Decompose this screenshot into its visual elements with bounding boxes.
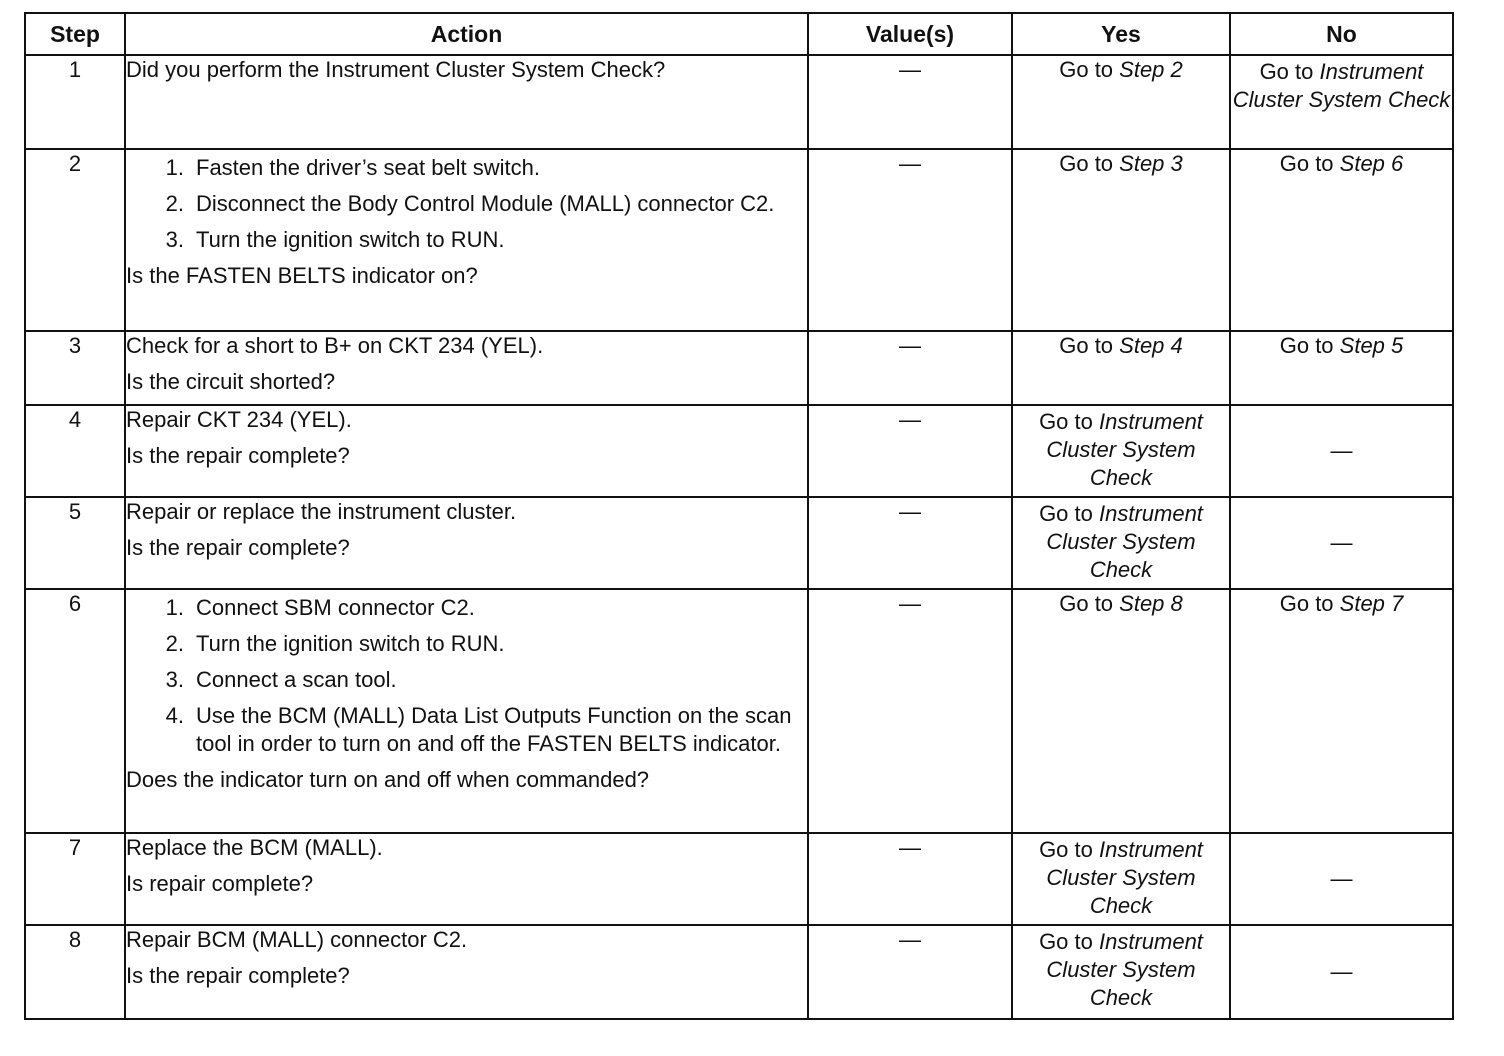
list-item	[126, 226, 807, 254]
step-number: 4	[25, 405, 125, 497]
yes-cell	[1012, 405, 1230, 497]
step-number: 7	[25, 833, 125, 925]
action-cell	[125, 497, 808, 589]
diagnostic-table	[24, 12, 1454, 1020]
action-question: Is the FASTEN BELTS indicator on?	[126, 263, 478, 288]
action-line: Did you perform the Instrument Cluster System Check?	[126, 57, 666, 82]
no-cell	[1230, 497, 1453, 589]
goto-target: Instrument Cluster System Check	[1046, 409, 1203, 490]
action-line: Is the repair complete?	[126, 443, 350, 468]
table-row	[25, 497, 1453, 589]
yes-cell	[1012, 925, 1230, 1019]
list-item	[126, 702, 807, 758]
value-cell: —	[808, 925, 1012, 1019]
no-cell	[1230, 331, 1453, 405]
dash-mark: —	[1330, 530, 1353, 555]
list-item-number: 4.	[165, 703, 184, 728]
list-item-text: Disconnect the Body Control Module (MALL) connector C2.	[196, 191, 775, 216]
no-cell	[1230, 833, 1453, 925]
table-row	[25, 925, 1453, 1019]
goto-prefix: Go to	[1039, 409, 1099, 434]
action-cell	[125, 55, 808, 149]
goto-prefix: Go to	[1059, 57, 1120, 82]
action-question: Does the indicator turn on and off when commanded?	[126, 767, 650, 792]
goto-prefix: Go to	[1259, 59, 1320, 84]
goto-target: Step 4	[1119, 333, 1183, 358]
list-item	[126, 154, 807, 182]
no-cell	[1230, 589, 1453, 833]
goto-target: Instrument Cluster System Check	[1046, 837, 1203, 918]
no-cell	[1230, 149, 1453, 331]
action-line: Is the repair complete?	[126, 535, 350, 560]
value-cell: —	[808, 833, 1012, 925]
list-item-number: 3.	[165, 667, 184, 692]
goto-prefix: Go to	[1059, 591, 1120, 616]
action-cell	[125, 331, 808, 405]
no-cell	[1230, 55, 1453, 149]
goto-prefix: Go to	[1039, 837, 1099, 862]
list-item-text: Use the BCM (MALL) Data List Outputs Function on the scan tool in order to turn on and off the FASTEN BELTS indicator.	[196, 703, 792, 756]
yes-cell	[1012, 497, 1230, 589]
goto-target: Step 8	[1119, 591, 1183, 616]
step-number: 3	[25, 331, 125, 405]
header-no: No	[1230, 13, 1453, 55]
list-item-text: Fasten the driver’s seat belt switch.	[196, 155, 541, 180]
action-line: Is the circuit shorted?	[126, 369, 336, 394]
action-cell	[125, 833, 808, 925]
list-item-number: 2.	[165, 631, 184, 656]
dash-mark: —	[1330, 438, 1353, 463]
step-number: 8	[25, 925, 125, 1019]
action-cell	[125, 149, 808, 331]
action-line: Is the repair complete?	[126, 963, 350, 988]
header-row	[25, 13, 1453, 55]
value-cell: —	[808, 497, 1012, 589]
action-line: Replace the BCM (MALL).	[126, 835, 383, 860]
action-line: Repair or replace the instrument cluster.	[126, 499, 517, 524]
goto-target: Step 6	[1339, 151, 1404, 176]
goto-target: Instrument Cluster System Check	[1232, 59, 1451, 112]
table-row	[25, 55, 1453, 149]
list-item-text: Connect SBM connector C2.	[196, 595, 475, 620]
dash-mark: —	[1330, 866, 1353, 891]
action-cell	[125, 925, 808, 1019]
goto-prefix: Go to	[1279, 151, 1340, 176]
value-cell: —	[808, 149, 1012, 331]
yes-cell	[1012, 833, 1230, 925]
goto-target: Instrument Cluster System Check	[1046, 929, 1203, 1010]
table-row	[25, 331, 1453, 405]
table-row	[25, 589, 1453, 833]
step-number: 5	[25, 497, 125, 589]
step-number: 6	[25, 589, 125, 833]
value-cell: —	[808, 331, 1012, 405]
header-values: Value(s)	[808, 13, 1012, 55]
action-line: Repair CKT 234 (YEL).	[126, 407, 352, 432]
list-item-number: 1.	[165, 595, 184, 620]
table-body	[25, 55, 1453, 1019]
list-item	[126, 666, 807, 694]
goto-target: Step 3	[1119, 151, 1183, 176]
goto-prefix: Go to	[1279, 591, 1340, 616]
step-number: 2	[25, 149, 125, 331]
yes-cell	[1012, 55, 1230, 149]
yes-cell	[1012, 589, 1230, 833]
yes-cell	[1012, 331, 1230, 405]
list-item-number: 2.	[165, 191, 184, 216]
value-cell: —	[808, 55, 1012, 149]
list-item-number: 1.	[165, 155, 184, 180]
goto-prefix: Go to	[1059, 333, 1120, 358]
goto-target: Step 5	[1339, 333, 1404, 358]
action-cell	[125, 589, 808, 833]
action-line: Check for a short to B+ on CKT 234 (YEL).	[126, 333, 544, 358]
header-step: Step	[25, 13, 125, 55]
no-cell	[1230, 405, 1453, 497]
step-number: 1	[25, 55, 125, 149]
yes-cell	[1012, 149, 1230, 331]
header-yes: Yes	[1012, 13, 1230, 55]
list-item	[126, 190, 807, 218]
table-row	[25, 405, 1453, 497]
list-item-text: Connect a scan tool.	[196, 667, 397, 692]
list-item-text: Turn the ignition switch to RUN.	[196, 631, 505, 656]
goto-prefix: Go to	[1039, 929, 1099, 954]
table-row	[25, 149, 1453, 331]
action-steps-list	[126, 154, 807, 254]
no-cell	[1230, 925, 1453, 1019]
action-steps-list	[126, 594, 807, 758]
value-cell: —	[808, 589, 1012, 833]
list-item-number: 3.	[165, 227, 184, 252]
list-item-text: Turn the ignition switch to RUN.	[196, 227, 505, 252]
goto-prefix: Go to	[1039, 501, 1099, 526]
action-cell	[125, 405, 808, 497]
goto-target: Instrument Cluster System Check	[1046, 501, 1203, 582]
list-item	[126, 594, 807, 622]
goto-prefix: Go to	[1279, 333, 1340, 358]
list-item	[126, 630, 807, 658]
value-cell: —	[808, 405, 1012, 497]
goto-target: Step 7	[1339, 591, 1404, 616]
table-row	[25, 833, 1453, 925]
action-line: Repair BCM (MALL) connector C2.	[126, 927, 468, 952]
header-action: Action	[125, 13, 808, 55]
dash-mark: —	[1330, 959, 1353, 984]
goto-target: Step 2	[1119, 57, 1183, 82]
action-line: Is repair complete?	[126, 871, 314, 896]
goto-prefix: Go to	[1059, 151, 1120, 176]
